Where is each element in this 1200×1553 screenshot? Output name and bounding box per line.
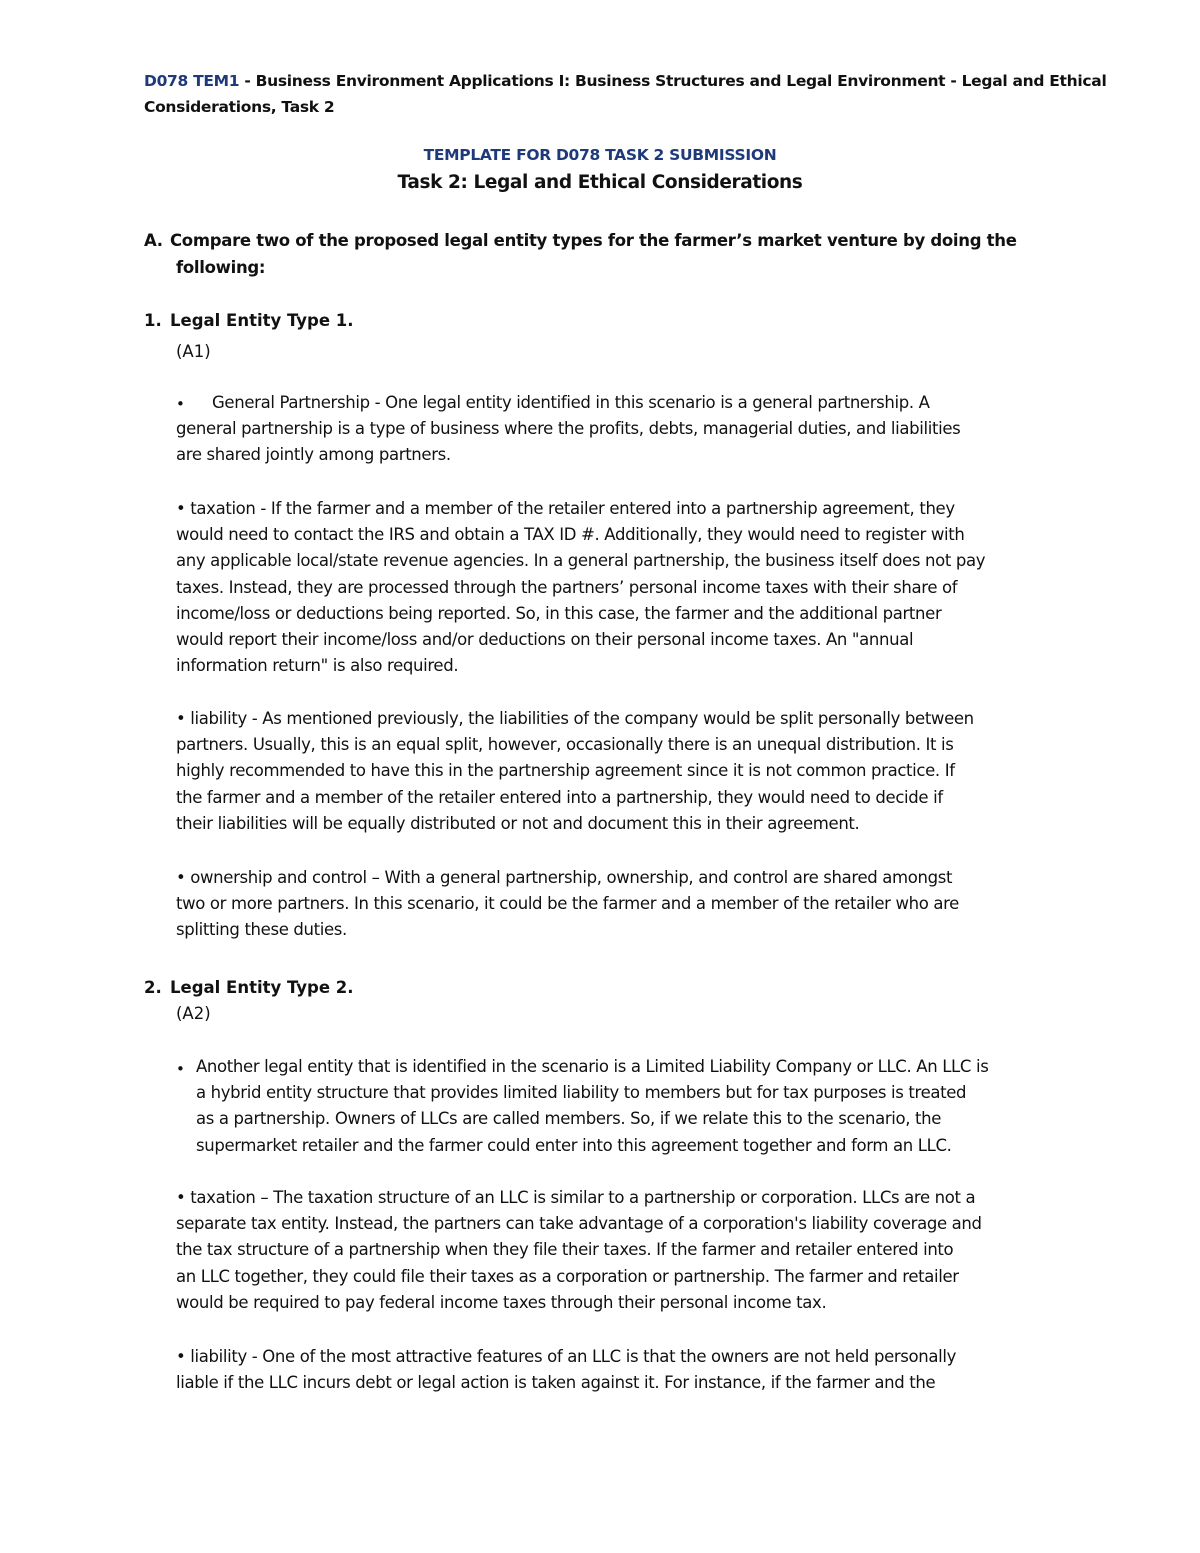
entity2-bullet: • bbox=[176, 1060, 185, 1078]
entity1-liability-line-2: partners. Usually, this is an equal split, however, occasionally there is an unequal distribution. It is bbox=[176, 735, 954, 755]
entity1-number: 1. bbox=[144, 311, 162, 330]
entity1-bullet: • bbox=[176, 395, 185, 413]
section-a-marker: A. bbox=[144, 231, 163, 250]
entity1-intro-line-2: general partnership is a type of business where the profits, debts, managerial duties, and liabilities bbox=[176, 419, 961, 439]
entity1-liability-line-5: their liabilities will be equally distributed or not and document this in their agreement. bbox=[176, 813, 860, 833]
document-header-line-2: Considerations, Task 2 bbox=[144, 98, 335, 116]
course-title: - Business Environment Applications I: Business Structures and Legal Environment - Legal and Ethical bbox=[239, 72, 1107, 90]
template-label: TEMPLATE FOR D078 TASK 2 SUBMISSION bbox=[423, 146, 777, 164]
entity1-liability bbox=[176, 706, 974, 837]
entity2-intro-line-2: a hybrid entity structure that provides limited liability to members but for tax purposes is treated bbox=[196, 1083, 967, 1103]
entity1-taxation-line-2: would need to contact the IRS and obtain a TAX ID #. Additionally, they would need to register with bbox=[176, 525, 965, 545]
entity1-taxation-line-7: information return" is also required. bbox=[176, 656, 459, 676]
entity1-intro-line-3: are shared jointly among partners. bbox=[176, 445, 451, 465]
entity2-taxation bbox=[176, 1185, 982, 1316]
entity1-intro bbox=[176, 390, 960, 469]
entity1-liability-line-3: highly recommended to have this in the partnership agreement since it is not common practice. If bbox=[176, 761, 955, 781]
entity2-taxation-line-3: the tax structure of a partnership when they file their taxes. If the farmer and retailer entered into bbox=[176, 1240, 954, 1260]
entity2-liability-line-2: liable if the LLC incurs debt or legal action is taken against it. For instance, if the farmer and the bbox=[176, 1373, 936, 1393]
entity1-intro-line-1: General Partnership - One legal entity identified in this scenario is a general partnership. A bbox=[212, 393, 930, 412]
entity2-intro-line-4: supermarket retailer and the farmer could enter into this agreement together and form an LLC. bbox=[196, 1135, 952, 1155]
entity2-liability-line-1: • liability - One of the most attractive features of an LLC is that the owners are not held personally bbox=[176, 1347, 957, 1366]
entity1-heading: Legal Entity Type 1. bbox=[170, 311, 354, 330]
entity1-taxation-line-6: would report their income/loss and/or deductions on their personal income taxes. An "annual bbox=[176, 630, 914, 650]
entity2-heading: Legal Entity Type 2. bbox=[170, 978, 354, 997]
entity2-intro bbox=[196, 1054, 988, 1159]
entity2-taxation-line-5: would be required to pay federal income taxes through their personal income tax. bbox=[176, 1292, 827, 1312]
entity1-liability-line-1: • liability - As mentioned previously, the liabilities of the company would be split personally between bbox=[176, 709, 974, 728]
entity2-tag: (A2) bbox=[176, 1004, 211, 1023]
section-a-line-1: Compare two of the proposed legal entity types for the farmer’s market venture by doing the bbox=[170, 231, 1017, 250]
entity1-ownership bbox=[176, 865, 959, 944]
entity2-taxation-line-1: • taxation – The taxation structure of an LLC is similar to a partnership or corporation. LLCs are not a bbox=[176, 1188, 976, 1207]
entity2-taxation-line-2: separate tax entity. Instead, the partners can take advantage of a corporation's liability coverage and bbox=[176, 1214, 982, 1234]
entity2-number: 2. bbox=[144, 978, 162, 997]
entity1-ownership-line-2: two or more partners. In this scenario, it could be the farmer and a member of the retailer who are bbox=[176, 894, 959, 914]
course-code: D078 TEM1 bbox=[144, 72, 240, 90]
entity1-taxation bbox=[176, 496, 985, 679]
entity1-taxation-line-4: taxes. Instead, they are processed through the partners’ personal income taxes with their share of bbox=[176, 577, 958, 597]
entity1-liability-line-4: the farmer and a member of the retailer entered into a partnership, they would need to decide if bbox=[176, 787, 943, 807]
document-header-line-1 bbox=[144, 72, 1106, 90]
entity1-taxation-line-5: income/loss or deductions being reported. So, in this case, the farmer and the additional partner bbox=[176, 603, 942, 623]
entity2-intro-line-3: as a partnership. Owners of LLCs are called members. So, if we relate this to the scenario, the bbox=[196, 1109, 942, 1129]
entity1-ownership-line-3: splitting these duties. bbox=[176, 920, 347, 940]
task-title: Task 2: Legal and Ethical Considerations bbox=[397, 172, 803, 193]
entity1-taxation-line-3: any applicable local/state revenue agencies. In a general partnership, the business itself does not pay bbox=[176, 551, 986, 571]
entity1-taxation-line-1: • taxation - If the farmer and a member of the retailer entered into a partnership agreement, they bbox=[176, 499, 955, 518]
entity1-ownership-line-1: • ownership and control – With a general partnership, ownership, and control are shared amongst bbox=[176, 868, 953, 887]
section-a-line-2: following: bbox=[176, 258, 266, 277]
entity2-intro-line-1: Another legal entity that is identified in the scenario is a Limited Liability Company or LLC. An LLC is bbox=[196, 1057, 989, 1076]
entity2-liability bbox=[176, 1344, 956, 1396]
entity2-taxation-line-4: an LLC together, they could file their taxes as a corporation or partnership. The farmer and retailer bbox=[176, 1266, 959, 1286]
entity1-tag: (A1) bbox=[176, 342, 211, 361]
